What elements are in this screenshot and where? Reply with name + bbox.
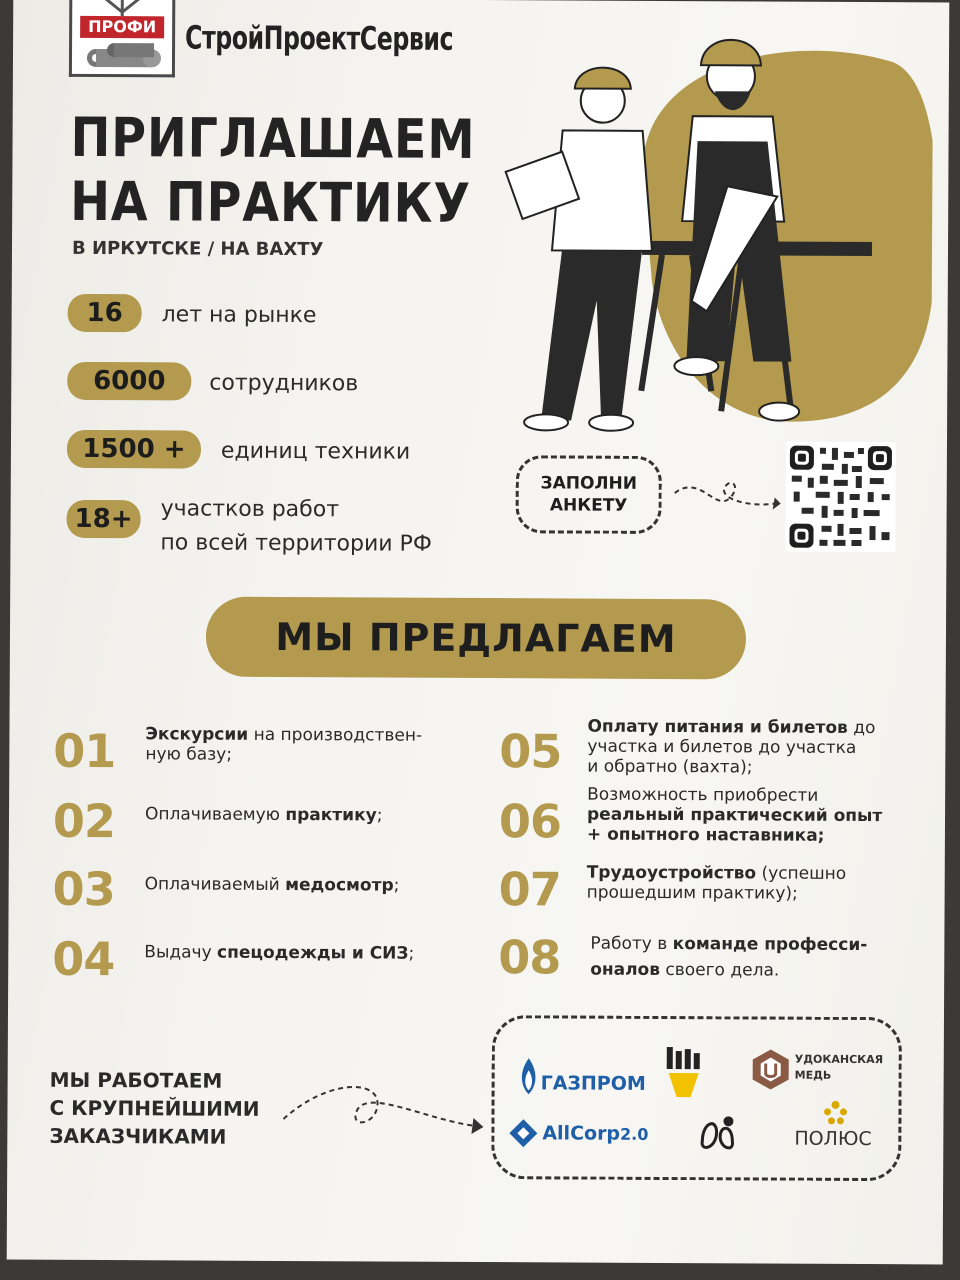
offer-02-post: ; [376, 805, 383, 826]
polyus-logo: ПОЛЮС [794, 1127, 872, 1151]
client-emblem-icon [694, 1111, 740, 1157]
offer-number-05: 05 [499, 724, 562, 779]
offer-06-line-2: реальный практический опыт [586, 804, 883, 827]
offer-item-08 [590, 931, 867, 984]
stat-value-employees: 6000 [67, 362, 191, 401]
offer-05-rest: до [847, 717, 876, 739]
offer-number-08: 08 [498, 930, 561, 985]
allcorp-version: 2.0 [620, 1124, 649, 1144]
stat-value-sites: 18+ [66, 500, 140, 538]
qr-code[interactable] [785, 442, 896, 553]
offer-04-pre: Выдачу [144, 942, 218, 963]
offer-06-line-3: + опытного наставника; [586, 824, 825, 846]
offer-number-04: 04 [52, 931, 115, 987]
offer-03-pre: Оплачиваемый [144, 874, 286, 895]
clients-label [49, 1066, 259, 1151]
company-logo [69, 0, 175, 77]
clients-label-line-2: С КРУПНЕЙШИМИ [49, 1095, 260, 1121]
offer-number-06: 06 [498, 794, 562, 849]
clients-logos-box [491, 1015, 902, 1181]
offer-number-07: 07 [498, 862, 561, 917]
offer-03-bold: медосмотр [285, 874, 394, 896]
offer-05-line-3: и обратно (вахта); [587, 756, 753, 778]
allcorp-name: AllCorp [542, 1122, 621, 1145]
udokan-logo [795, 1052, 884, 1084]
offer-item-05 [587, 717, 875, 779]
udokan-line-1: УДОКАНСКАЯ [794, 1052, 884, 1067]
gazprom-flame-icon [515, 1056, 543, 1096]
stat-text-sites-line-2: по всей территории РФ [160, 530, 432, 557]
gazprom-logo: ГАЗПРОМ [540, 1072, 646, 1095]
allcorp-logo-icon [508, 1118, 538, 1148]
fill-form-callout [516, 455, 662, 534]
offer-01-rest: на производствен- [248, 724, 423, 746]
stat-text-years: лет на рынке [161, 302, 317, 329]
offer-08-bold-2: оналов [590, 959, 661, 980]
offer-07-rest: (успешно [756, 863, 847, 884]
stat-text-machinery: единиц техники [220, 438, 411, 465]
stat-value-machinery: 1500 + [67, 430, 201, 469]
dashed-arrow-icon [277, 1059, 487, 1150]
offer-number-03: 03 [52, 861, 115, 917]
pipes-icon [82, 42, 162, 70]
clients-label-line-3: ЗАКАЗЧИКАМИ [49, 1123, 227, 1149]
offer-04-post: ; [408, 943, 415, 964]
offer-08-bold: команде професси- [672, 934, 868, 956]
clients-label-line-1: МЫ РАБОТАЕМ [49, 1067, 223, 1093]
headline [70, 106, 476, 236]
offer-07-line-2: прошедшим практику); [586, 882, 798, 904]
offer-item-06 [587, 785, 883, 847]
offer-item-04 [144, 942, 414, 963]
offer-08-pre: Работу в [590, 933, 673, 955]
stat-text-employees: сотрудников [209, 370, 359, 397]
workers-illustration [491, 20, 933, 442]
offer-08-rest: своего дела. [659, 959, 780, 981]
headline-line-2: НА ПРАКТИКУ [70, 169, 472, 235]
stat-value-years: 16 [68, 294, 142, 332]
offer-number-02: 02 [52, 793, 116, 849]
headline-line-1: ПРИГЛАШАЕМ [70, 105, 476, 171]
fill-form-line-1: ЗАПОЛНИ [540, 473, 638, 494]
offer-05-bold: Оплату питания и билетов [587, 716, 848, 738]
dashed-arrow-icon [671, 463, 781, 524]
udokan-logo-icon [751, 1047, 791, 1091]
offer-item-01 [145, 724, 422, 765]
location-subtitle: В ИРКУТСКЕ / НА ВАХТУ [71, 237, 324, 261]
offer-03-post: ; [393, 875, 400, 896]
offer-item-03 [145, 874, 400, 895]
allcorp-logo [542, 1122, 648, 1145]
offer-number-01: 01 [53, 723, 116, 779]
fill-form-line-2: АНКЕТУ [549, 495, 628, 516]
udokan-line-2: МЕДЬ [794, 1068, 832, 1082]
stat-text-sites-line-1: участков работ [160, 496, 340, 523]
polyus-logo-icon [822, 1100, 848, 1126]
offer-05-line-2: участка и билетов до участка [587, 736, 857, 758]
rosneft-logo-icon [663, 1047, 705, 1099]
offer-01-line-2: ную базу; [145, 744, 233, 765]
offer-item-02 [145, 804, 383, 825]
company-name: СтройПроектСервис [185, 18, 454, 58]
offer-01-bold: Экскурсии [145, 724, 249, 745]
offer-item-07 [587, 863, 847, 904]
offer-02-bold: практику [285, 804, 377, 826]
stat-text-sites [160, 492, 432, 561]
logo-label: ПРОФИ [80, 16, 164, 38]
offer-banner: МЫ ПРЕДЛАГАЕМ [206, 597, 746, 680]
offer-04-bold: спецодежды и СИЗ [217, 942, 409, 964]
flyer [7, 0, 950, 1264]
offer-02-pre: Оплачиваемую [144, 804, 286, 825]
offer-07-bold: Трудоустройство [586, 862, 757, 884]
offer-06-line-1: Возможность приобрести [587, 784, 819, 806]
